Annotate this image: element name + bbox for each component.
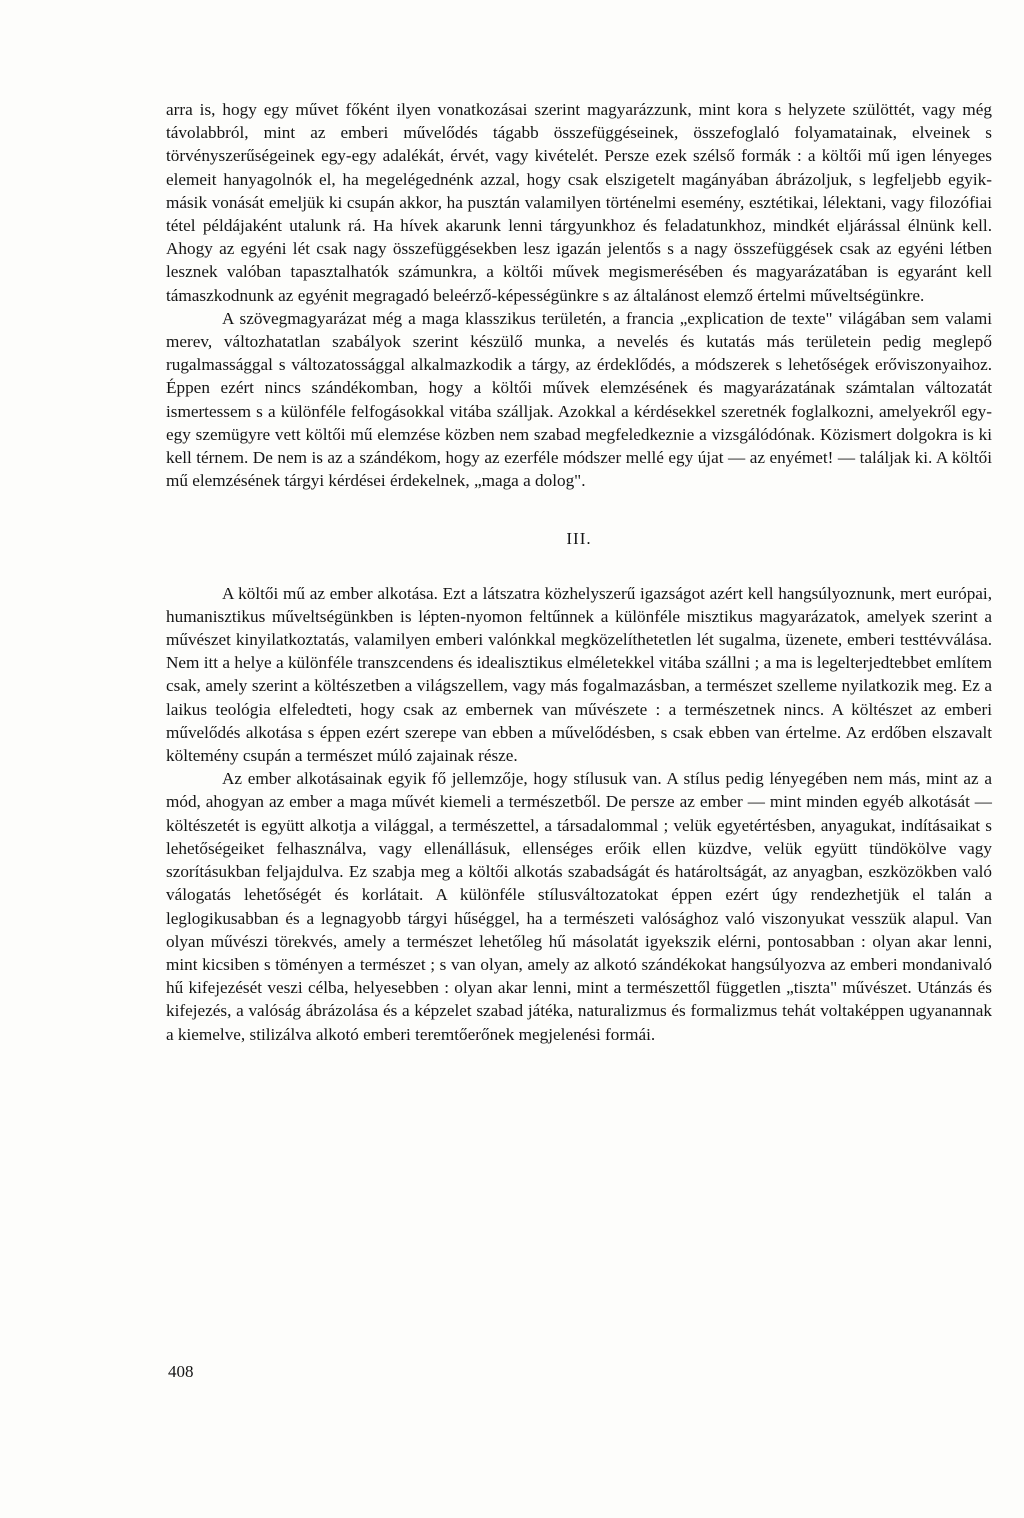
body-text [166,98,992,1046]
page-number: 408 [168,1362,194,1381]
paragraph-1: arra is, hogy egy művet főként ilyen vonatkozásai szerint magyarázzunk, mint kora s helyzete szülöttét, vagy még távolabbról, mint az emberi művelődés tágabb összefüggéseinek, összefoglaló folyamatainak, elveinek s törvényszerűségeinek egy-egy adalékát, érvét, vagy kivételét. Persze ezek szélső formák : a költői mű igen lényeges elemeit hanyagolnók el, ha megelégednénk azzal, hogy csak elszigetelt magányában ábrázoljuk, s legfeljebb egyik-másik vonását emeljük ki csupán akkor, ha pusztán valamilyen történelmi esemény, esztétikai, lélektani, vagy filozófiai tétel példájaként utalunk rá. Ha hívek akarunk lenni tárgyunkhoz és feladatunkhoz, mindkét eljárással élnünk kell. Ahogy az egyéni lét csak nagy összefüggésekben lesz igazán jelentős s a nagy összefüggések csak az egyéni létben lesznek valóban tapasztalhatók számunkra, a költői művek megismerésében és magyarázatában is egyaránt kell támaszkodnunk az egyénit megragadó beleérző-képességünkre s az általánost elemző értelmi műveltségünkre. [166,100,992,305]
paragraph-4: Az ember alkotásainak egyik fő jellemzője, hogy stílusuk van. A stílus pedig lényegében nem más, mint az a mód, ahogyan az ember a maga művét kiemeli a természetből. De persze az ember — mint minden egyéb alkotását — költészetét is együtt alkotja a világgal, a természettel, a társadalommal ; velük egyetértésben, anyagukat, indításaikat s lehetőségeiket felhasználva, vagy ellenállásuk, ellenséges erőik ellen küzdve, velük együtt tündökölve vagy szorításukban feljajdulva. Ez szabja meg a költői alkotás szabadságát és határoltságát, az anyagban, eszközökben való válogatás lehetőségét és korlátait. A különféle stílusváltozatokat éppen ezért úgy rendezhetjük el talán a leglogikusabban és a legnagyobb tárgyi hűséggel, ha a természeti valósághoz való viszonyukat vesszük alapul. Van olyan művészi törekvés, amely a természet lehetőleg hű másolatát igyekszik elérni, pontosabban : olyan akar lenni, mint kicsiben s töményen a természet ; s van olyan, amely az alkotó szándékokat hangsúlyozva az emberi mondanivaló hű kifejezését veszi célba, helyesebben : olyan akar lenni, mint a természettől független „tiszta" művészet. Utánzás és kifejezés, a valóság ábrázolása és a képzelet szabad játéka, naturalizmus és formalizmus tehát voltaképpen ugyanannak a kiemelve, stilizálva alkotó emberi teremtőerőnek megjelenési formái. [166,769,992,1044]
paragraph-2: A szövegmagyarázat még a maga klasszikus területén, a francia „explication de texte" világában sem valami merev, változhatatlan szabályok szerint készülő munka, a nevelés és kutatás más területein pedig meglepő rugalmassággal s változatossággal alkalmazkodik a tárgy, az érdeklődés, a módszerek s lehetőségek erőviszonyaihoz. Éppen ezért nincs szándékomban, hogy a költői művek elemzésének és magyarázatának számtalan változatát ismertessem s a különféle felfogásokkal vitába szálljak. Azokkal a kérdésekkel szeretnék foglalkozni, amelyekről egy-egy szemügyre vett költői mű elemzése közben nem szabad megfeledkeznie a vizsgálódónak. Közismert dolgokra is ki kell térnem. De nem is az a szándékom, hogy az ezerféle módszer mellé egy újat — az enyémet! — találjak ki. A költői mű elemzésének tárgyi kérdései érdekelnek, „maga a dolog". [166,308,992,491]
paragraph-3: A költői mű az ember alkotása. Ezt a látszatra közhelyszerű igazságot azért kell hangsúlyoznunk, mert európai, humanisztikus műveltségünkben is lépten-nyomon feltűnnek a különféle misztikus magyarázatok, amelyek szerint a művészet kinyilatkoztatás, valamilyen emberi valónkkal megközelíthetetlen lét sugalma, üzenete, emberi testtévválása. Nem itt a helye a különféle transzcendens és idealisztikus elméletekkel vitába szállni ; a ma is legelterjedtebbet említem csak, amely szerint a költészetben a világszellem, vagy más fogalmazásban, a természet szelleme nyilatkozik meg. Ez a laikus teológia elfeledteti, hogy csak az embernek van művészete : a természetnek nincs. A költészet az emberi művelődés alkotása s éppen ezért szerepe van ebben a művelődésben, s csak ebben van értelme. Az erdőben elszavalt költemény csupán a természet múló zajainak része. [166,583,992,766]
section-heading: III. [566,529,592,549]
